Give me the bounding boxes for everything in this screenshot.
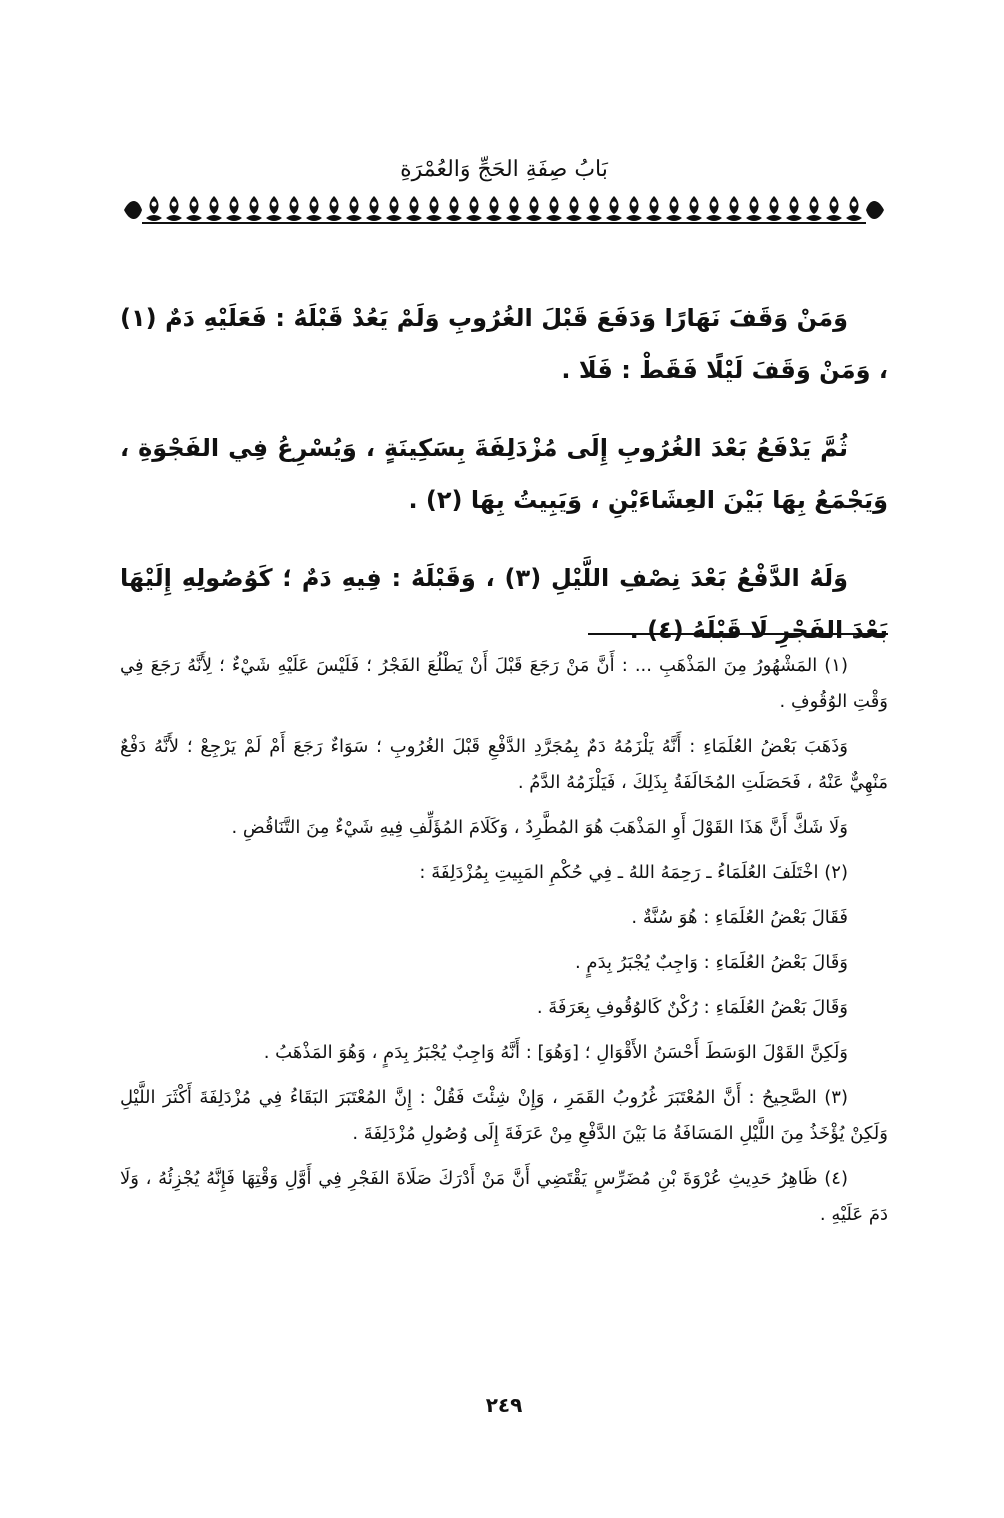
footnote-3: (٣) الصَّحِيحُ : أَنَّ المُعْتَبَرَ غُرُوبُ القَمَرِ ، وَإِنْ شِئْتَ فَقُلْ : إِنَّ المُعْتَبَرَ البَقَاءُ فِي مُزْدَلِفَةَ أَكْثَرَ اللَّيْلِ وَلَكِنْ يُؤْخَذُ مِنَ اللَّيْلِ المَسَافَةُ مَا بَيْنَ الدَّفْعِ مِنْ عَرَفَةَ إِلَى وُصُولِ مُزْدَلِفَةَ . xyxy=(120,1087,888,1144)
footnote-1: (١) المَشْهُورُ مِنَ المَذْهَبِ ... : أَنَّ مَنْ رَجَعَ قَبْلَ أَنْ يَطْلُعَ الفَجْرُ ؛ فَلَيْسَ عَلَيْهِ شَيْءٌ ؛ لِأَنَّهُ رَجَعَ فِي وَقْتِ الوُقُوفِ . xyxy=(120,655,888,712)
book-page xyxy=(120,0,888,1518)
footnote-4: (٤) ظَاهِرُ حَدِيثِ عُرْوَةَ بْنِ مُضَرِّسٍ يَقْتَضِي أَنَّ مَنْ أَدْرَكَ صَلَاةَ الفَجْرِ فِي أَوَّلِ وَقْتِهَا فَإِنَّهُ يُجْزِئُهُ ، وَلَا دَمَ عَلَيْهِ . xyxy=(120,1168,888,1225)
footnote-2-cont: فَقَالَ بَعْضُ العُلَمَاءِ : هُوَ سُنَّةٌ . xyxy=(631,907,848,928)
arabesque-border-icon xyxy=(124,194,884,226)
page-number: ٢٤٩ xyxy=(485,1393,523,1417)
main-paragraph: وَلَهُ الدَّفْعُ بَعْدَ نِصْفِ اللَّيْلِ (٣) ، وَقَبْلَهُ : فِيهِ دَمٌ ؛ كَوُصُولِهِ إِلَيْهَا بَعْدَ الفَجْرِ لَا قَبْلَهُ (٤) . xyxy=(120,564,888,644)
main-paragraph: وَمَنْ وَقَفَ نَهَارًا وَدَفَعَ قَبْلَ الغُرُوبِ وَلَمْ يَعُدْ قَبْلَهُ : فَعَلَيْهِ دَمٌ (١) ، وَمَنْ وَقَفَ لَيْلًا فَقَطْ : فَلَا . xyxy=(120,304,888,384)
footnotes xyxy=(120,648,888,1242)
footnote-2: (٢) اخْتَلَفَ العُلَمَاءُ ـ رَحِمَهُ اللهُ ـ فِي حُكْمِ المَبِيتِ بِمُزْدَلِفَةَ : xyxy=(419,862,848,883)
footnote-2-cont: وَقَالَ بَعْضُ العُلَمَاءِ : وَاجِبٌ يُجْبَرُ بِدَمٍ . xyxy=(574,952,848,973)
footnote-2-cont: وَقَالَ بَعْضُ العُلَمَاءِ : رُكْنٌ كَالوُقُوفِ بِعَرَفَةَ . xyxy=(536,997,848,1018)
main-text xyxy=(120,292,888,682)
footnote-1-cont: وَذَهَبَ بَعْضُ العُلَمَاءِ : أَنَّهُ يَلْزَمُهُ دَمٌ بِمُجَرَّدِ الدَّفْعِ قَبْلَ الغُرُوبِ ؛ سَوَاءٌ رَجَعَ أَمْ لَمْ يَرْجِعْ ؛ لأَنَّهُ دَفْعٌ مَنْهِيٌّ عَنْهُ ، فَحَصَلَتِ المُخَالَفَةُ بِذَلِكَ ، فَيَلْزَمُهُ الدَّمُ . xyxy=(120,736,888,793)
main-paragraph: ثُمَّ يَدْفَعُ بَعْدَ الغُرُوبِ إِلَى مُزْدَلِفَةَ بِسَكِينَةٍ ، وَيُسْرِعُ فِي الفَجْوَةِ ، وَيَجْمَعُ بِهَا بَيْنَ العِشَاءَيْنِ ، وَيَبِيتُ بِهَا (٢) . xyxy=(120,434,888,514)
footnote-1-cont: وَلَا شَكَّ أَنَّ هَذَا القَوْلَ أَوِ المَذْهَبَ هُوَ المُطَّرِدُ ، وَكَلَامَ المُؤَلِّفِ فِيهِ شَيْءٌ مِنَ التَّنَاقُضِ . xyxy=(231,817,848,838)
footnote-separator xyxy=(588,633,888,635)
footnote-2-cont: وَلَكِنَّ القَوْلَ الوَسَطَ أَحْسَنُ الأَقْوَالِ ؛ [وَهُوَ] : أَنَّهُ وَاجِبٌ يُجْبَرُ بِدَمٍ ، وَهُوَ المَذْهَبُ . xyxy=(263,1042,848,1063)
running-head: بَابُ صِفَةِ الحَجِّ وَالعُمْرَةِ xyxy=(400,157,608,182)
